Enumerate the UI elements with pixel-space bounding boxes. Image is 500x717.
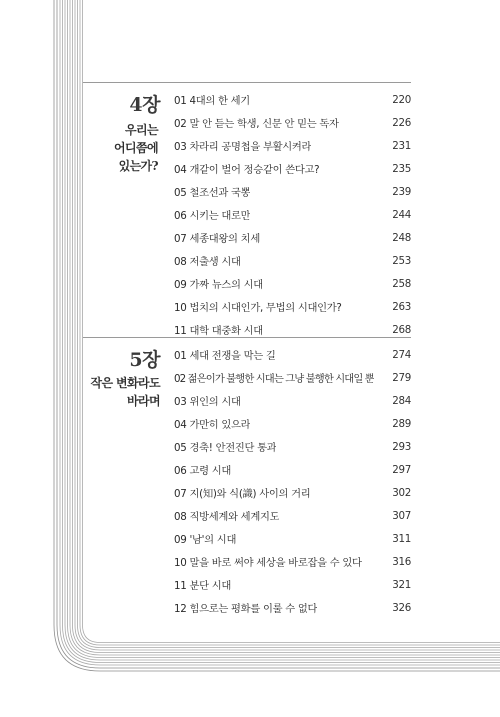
toc-entry[interactable] bbox=[174, 226, 411, 249]
toc-entry[interactable] bbox=[174, 412, 411, 435]
toc-entry[interactable] bbox=[174, 249, 411, 272]
toc-entry-page: 316 bbox=[392, 555, 411, 568]
toc-entry-page: 220 bbox=[392, 93, 411, 106]
chapter-4-title-line: 우리는 bbox=[125, 123, 158, 137]
toc-entry-title: 05 경축! 안전진단 통과 bbox=[174, 442, 277, 454]
toc-entry[interactable] bbox=[174, 481, 411, 504]
toc-entry[interactable] bbox=[174, 88, 411, 111]
toc-entry-title: 05 철조선과 국뽕 bbox=[174, 187, 251, 199]
chapter-4-title-line: 있는가? bbox=[118, 159, 158, 173]
chapter-5-toc bbox=[174, 343, 411, 619]
toc-entry-page: 297 bbox=[392, 463, 411, 476]
toc-entry-page: 244 bbox=[392, 208, 411, 221]
toc-entry-title: 08 직방세계와 세계지도 bbox=[174, 511, 280, 523]
toc-entry[interactable] bbox=[174, 550, 411, 573]
toc-entry-page: 263 bbox=[392, 300, 411, 313]
toc-entry-title: 11 대학 대중화 시대 bbox=[174, 325, 263, 337]
toc-entry[interactable] bbox=[174, 134, 411, 157]
chapter-5-divider bbox=[83, 337, 411, 338]
toc-entry-title: 10 말을 바로 써야 세상을 바로잡을 수 있다 bbox=[174, 557, 362, 569]
toc-entry[interactable] bbox=[174, 458, 411, 481]
toc-entry-page: 311 bbox=[392, 532, 411, 545]
toc-entry[interactable] bbox=[174, 157, 411, 180]
chapter-4-title-line: 어디쯤에 bbox=[114, 141, 158, 155]
toc-entry-title: 01 세대 전쟁을 막는 길 bbox=[174, 350, 276, 362]
toc-entry[interactable] bbox=[174, 180, 411, 203]
toc-entry-title: 06 고령 시대 bbox=[174, 465, 232, 477]
toc-entry-page: 226 bbox=[392, 116, 411, 129]
toc-entry-page: 293 bbox=[392, 440, 411, 453]
chapter-5-title-line: 바라며 bbox=[127, 394, 160, 408]
toc-entry[interactable] bbox=[174, 295, 411, 318]
toc-entry-title: 02 젊은이가 불행한 시대는 그냥 불행한 시대일 뿐 bbox=[174, 373, 374, 385]
toc-entry-page: 326 bbox=[392, 601, 411, 614]
toc-entry[interactable] bbox=[174, 435, 411, 458]
toc-entry-title: 10 법치의 시대인가, 무법의 시대인가? bbox=[174, 302, 342, 314]
toc-entry-page: 321 bbox=[392, 578, 411, 591]
toc-entry-title: 09 '남'의 시대 bbox=[174, 534, 237, 546]
toc-entry-title: 07 세종대왕의 치세 bbox=[174, 233, 260, 245]
toc-entry-page: 302 bbox=[392, 486, 411, 499]
toc-entry[interactable] bbox=[174, 527, 411, 550]
toc-entry-page: 289 bbox=[392, 417, 411, 430]
toc-entry-page: 279 bbox=[392, 371, 411, 384]
chapter-5-number: 5장 bbox=[129, 349, 160, 371]
toc-entry-title: 03 위인의 시대 bbox=[174, 396, 241, 408]
toc-entry-page: 231 bbox=[392, 139, 411, 152]
toc-entry-page: 258 bbox=[392, 277, 411, 290]
toc-entry-title: 04 개같이 벌어 정승같이 쓴다고? bbox=[174, 164, 320, 176]
toc-entry-title: 12 힘으로는 평화를 이룰 수 없다 bbox=[174, 603, 318, 615]
toc-entry-page: 253 bbox=[392, 254, 411, 267]
toc-entry[interactable] bbox=[174, 573, 411, 596]
toc-entry[interactable] bbox=[174, 366, 411, 389]
toc-entry-title: 02 말 안 듣는 학생, 신문 안 믿는 독자 bbox=[174, 118, 339, 130]
toc-entry-page: 248 bbox=[392, 231, 411, 244]
toc-entry-title: 03 차라리 공명첩을 부활시켜라 bbox=[174, 141, 312, 153]
toc-entry-page: 239 bbox=[392, 185, 411, 198]
chapter-4-divider bbox=[83, 82, 411, 83]
toc-entry-page: 284 bbox=[392, 394, 411, 407]
toc-entry-title: 06 시키는 대로만 bbox=[174, 210, 251, 222]
toc-entry[interactable] bbox=[174, 389, 411, 412]
toc-entry[interactable] bbox=[174, 272, 411, 295]
toc-entry[interactable] bbox=[174, 343, 411, 366]
toc-entry-title: 11 분단 시대 bbox=[174, 580, 232, 592]
toc-entry-title: 07 지(知)와 식(識) 사이의 거리 bbox=[174, 488, 311, 500]
chapter-5-title-line: 작은 변화라도 bbox=[90, 376, 160, 390]
toc-entry[interactable] bbox=[174, 203, 411, 226]
toc-entry[interactable] bbox=[174, 504, 411, 527]
toc-entry[interactable] bbox=[174, 596, 411, 619]
toc-entry-page: 268 bbox=[392, 323, 411, 336]
toc-entry-title: 01 4대의 한 세기 bbox=[174, 95, 250, 107]
toc-entry-title: 09 가짜 뉴스의 시대 bbox=[174, 279, 263, 291]
toc-entry-title: 04 가만히 있으라 bbox=[174, 419, 251, 431]
chapter-4-number: 4장 bbox=[129, 94, 160, 116]
toc-entry[interactable] bbox=[174, 111, 411, 134]
toc-entry-page: 274 bbox=[392, 348, 411, 361]
toc-entry-page: 235 bbox=[392, 162, 411, 175]
chapter-4-toc bbox=[174, 88, 411, 341]
toc-entry-title: 08 저출생 시대 bbox=[174, 256, 241, 268]
toc-entry-page: 307 bbox=[392, 509, 411, 522]
